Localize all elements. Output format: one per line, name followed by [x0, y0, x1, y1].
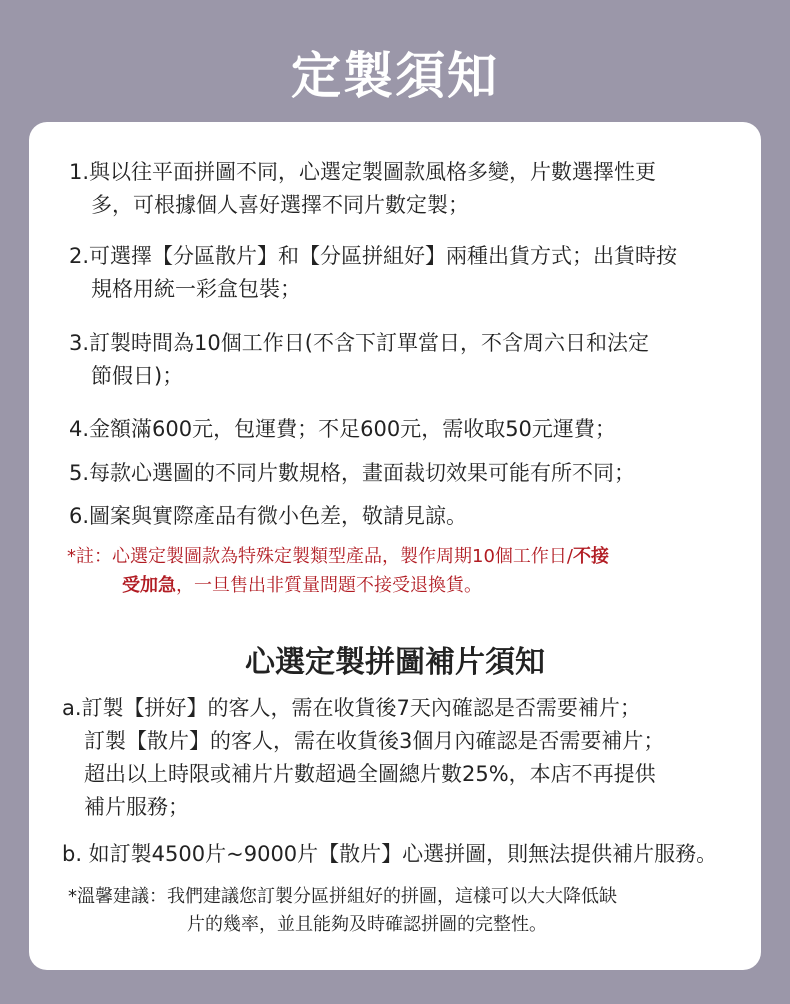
notice-item-1	[69, 156, 656, 222]
notice-item-2-line-2: 規格用統一彩盒包裝；	[91, 277, 301, 301]
special-order-note	[67, 542, 609, 600]
refill-rule-a	[62, 692, 664, 824]
notice-item-3-line-1: 3.訂製時間為10個工作日(不含下訂單當日，不含周六日和法定	[69, 331, 649, 355]
notice-item-2	[69, 240, 677, 306]
note-bold-no-rush-2: 受加急	[122, 575, 176, 596]
notice-item-1-line-2: 多，可根據個人喜好選擇不同片數定製；	[91, 193, 469, 217]
special-order-note-line-2	[67, 571, 609, 600]
warm-tip-line-1: *溫馨建議：我們建議您訂製分區拼組好的拼圖，這樣可以大大降低缺	[68, 886, 617, 907]
page-title: 定製須知	[291, 47, 499, 105]
notice-item-3	[69, 327, 649, 393]
note-bold-no-rush-1: 不接	[572, 546, 609, 567]
notice-item-2-line-1: 2.可選擇【分區散片】和【分區拼組好】兩種出貨方式；出貨時按	[69, 244, 678, 268]
refill-rule-a-line-1: a.訂製【拼好】的客人，需在收貨後7天內確認是否需要補片；	[62, 696, 641, 720]
notice-item-6: 6.圖案與實際產品有微小色差，敬請見諒。	[69, 504, 468, 528]
special-order-note-line-1	[67, 542, 609, 571]
notice-item-1-line-1: 1.與以往平面拼圖不同，心選定製圖款風格多變，片數選擇性更	[69, 160, 657, 184]
notice-item-4: 4.金額滿600元，包運費；不足600元，需收取50元運費；	[69, 417, 616, 441]
section-title: 心選定製拼圖補片須知	[245, 645, 545, 680]
note-prefix: *註：心選定製圖款為特殊定製類型產品，製作周期10個工作日/	[67, 546, 573, 567]
warm-tip	[68, 883, 617, 939]
notice-item-5: 5.每款心選圖的不同片數規格，畫面裁切效果可能有所不同；	[69, 461, 636, 485]
note-suffix: ，一旦售出非質量問題不接受退換貨。	[176, 575, 482, 596]
refill-rule-b: b. 如訂製4500片~9000片【散片】心選拼圖，則無法提供補片服務。	[62, 842, 718, 866]
refill-rule-a-line-4: 補片服務；	[84, 795, 189, 819]
notice-card	[29, 122, 761, 970]
refill-rule-a-line-3: 超出以上時限或補片片數超過全圖總片數25%，本店不再提供	[84, 762, 656, 786]
notice-item-3-line-2: 節假日)；	[91, 364, 184, 388]
warm-tip-line-2: 片的幾率，並且能夠及時確認拼圖的完整性。	[187, 914, 547, 935]
refill-rule-a-line-2: 訂製【散片】的客人，需在收貨後3個月內確認是否需要補片；	[84, 729, 665, 753]
